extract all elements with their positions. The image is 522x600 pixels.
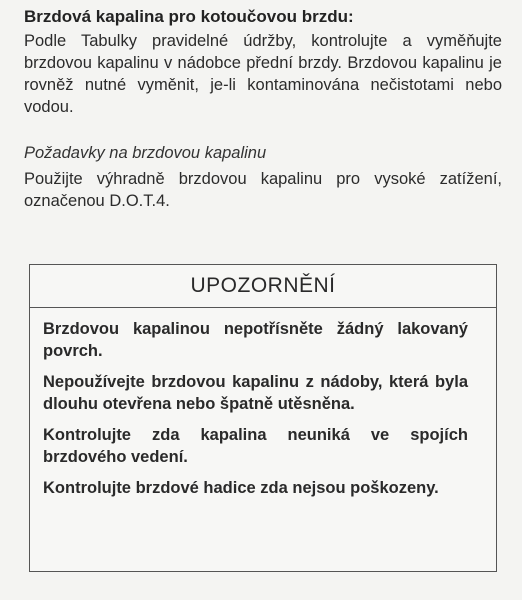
document-page xyxy=(24,0,502,212)
warning-list xyxy=(30,308,496,499)
warning-item: Kontrolujte brzdové hadice zda nejsou poškozeny. xyxy=(43,479,439,497)
warning-item: Brzdovou kapalinou nepotřísněte žádný lakovaný povrch. xyxy=(43,320,468,360)
requirements-paragraph: Použijte výhradně brzdovou kapalinu pro vysoké zatížení, označenou D.O.T.4. xyxy=(24,170,502,210)
warning-box xyxy=(29,264,497,572)
warning-item: Kontrolujte zda kapalina neuniká ve spojích brzdového vedení. xyxy=(43,426,468,466)
intro-paragraph: Podle Tabulky pravidelné údržby, kontrolujte a vyměňujte brzdovou kapalinu v nádobce přední brzdy. Brzdovou kapalinu je rovněž nutné vyměnit, je-li kontaminována nečistotami nebo vodou. xyxy=(24,32,502,116)
section-title: Brzdová kapalina pro kotoučovou brzdu: xyxy=(24,7,354,26)
requirements-heading: Požadavky na brzdovou kapalinu xyxy=(24,144,267,162)
warning-item: Nepoužívejte brzdovou kapalinu z nádoby, která byla dlouhu otevřena nebo špatně utěsněna. xyxy=(43,373,468,413)
warning-title: UPOZORNĚNÍ xyxy=(30,265,496,308)
